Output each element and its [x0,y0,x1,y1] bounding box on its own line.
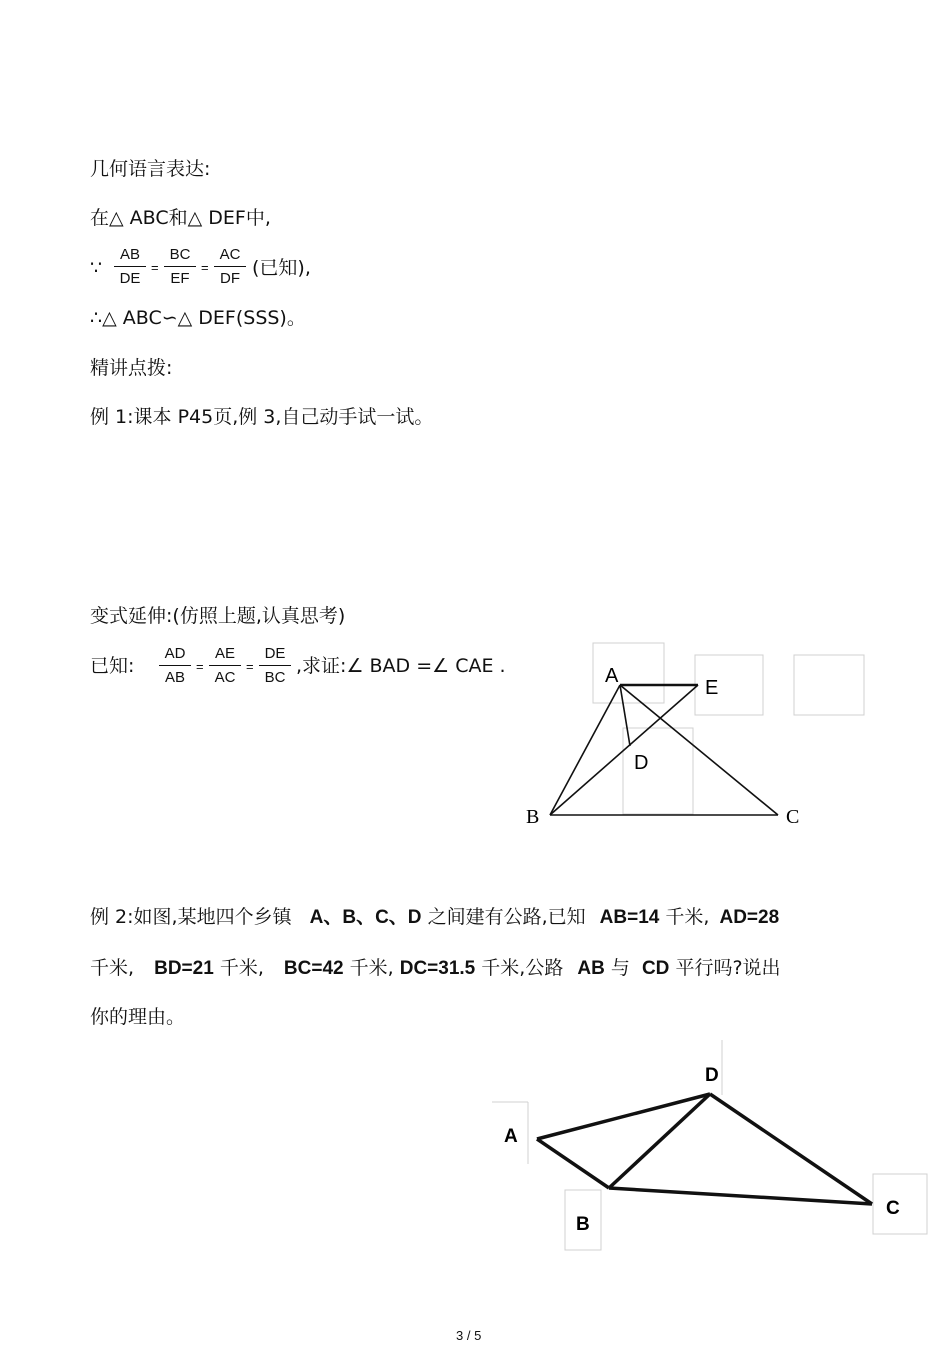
text-run: BD=21 [154,958,214,979]
text-run: 千米,公路 [481,957,564,979]
label-b: B [526,806,540,828]
because-symbol: ∵ [90,257,103,279]
segment-ac [620,685,778,815]
label-d: D [705,1065,719,1086]
fraction-numerator: AB [119,246,140,263]
fraction-bc-ef [164,246,196,288]
prove-statement: ,求证:∠ BAD =∠ CAE . [296,655,506,677]
text-run: CD [641,958,670,979]
frame-box [794,655,864,715]
page-number: 3 / 5 [456,1328,482,1343]
text-run: BC=42 [283,958,344,979]
example-2-line-1 [90,905,779,930]
fraction-numerator: AE [214,645,235,662]
fraction-ae-ac [209,645,241,687]
fraction-denominator: BC [264,669,286,686]
label-a: A [605,665,619,687]
frame-box [593,643,664,703]
text-run: DC=31.5 [399,958,476,979]
road-bc [609,1188,872,1204]
example-2-line-2 [90,956,781,981]
variant-heading: 变式延伸:(仿照上题,认真思考) [90,605,346,627]
road-ab [537,1139,609,1188]
label-a: A [504,1126,518,1147]
text-run: AD=28 [719,907,780,928]
fraction-denominator: DF [220,270,240,287]
fraction-ad-ab [159,645,191,687]
heading-geometry-language: 几何语言表达: [90,158,211,180]
label-b: B [576,1214,590,1235]
fraction-denominator: DE [119,270,141,287]
label-c: C [886,1198,900,1219]
text-run: 千米, [219,957,264,979]
equals-sign: = [196,659,204,674]
equals-sign: = [151,260,159,275]
road-dc [710,1094,872,1204]
label-e: E [705,677,719,699]
segment-ad [620,685,630,746]
example-2-line-3: 你的理由。 [90,1006,186,1028]
fraction-numerator: DE [264,645,286,662]
frame-box [873,1174,927,1234]
text-run: 例 2:如图,某地四个乡镇 [90,906,292,928]
text-run: AB=14 [599,907,660,928]
segment-ab [550,685,620,815]
text-run: 千米, [349,957,394,979]
figure-triangles-abcde [520,640,820,840]
in-triangles-line: 在△ ABC和△ DEF中, [90,207,271,229]
text-run: A、B、C、D [309,907,422,928]
text-run: 平行吗?说出 [675,957,781,979]
text-run: 千米, [90,957,135,979]
label-c: C [786,806,800,828]
given-label: 已知: [90,655,135,677]
text-run: AB [577,958,605,979]
fraction-denominator: AB [164,669,185,686]
text-run: 与 [610,957,630,979]
text-run: 千米, [665,906,710,928]
fraction-numerator: AC [219,246,241,263]
heading-key-points: 精讲点拨: [90,357,173,379]
therefore-line: ∴△ ABC∽△ DEF(SSS)。 [90,307,306,329]
label-d: D [634,752,649,774]
fraction-denominator: AC [214,669,236,686]
fraction-numerator: BC [169,246,191,263]
fraction-ac-df [214,246,246,288]
known-note: (已知), [252,257,311,279]
fraction-de-bc [259,645,291,687]
fraction-denominator: EF [170,270,190,287]
fraction-ab-de [114,246,146,288]
equals-sign: = [246,659,254,674]
fraction-numerator: AD [164,645,186,662]
equals-sign: = [201,260,209,275]
figure-road-map-abcd [480,1040,930,1250]
text-run: 之间建有公路,已知 [427,906,586,928]
example-1: 例 1:课本 P45页,例 3,自己动手试一试。 [90,406,434,428]
